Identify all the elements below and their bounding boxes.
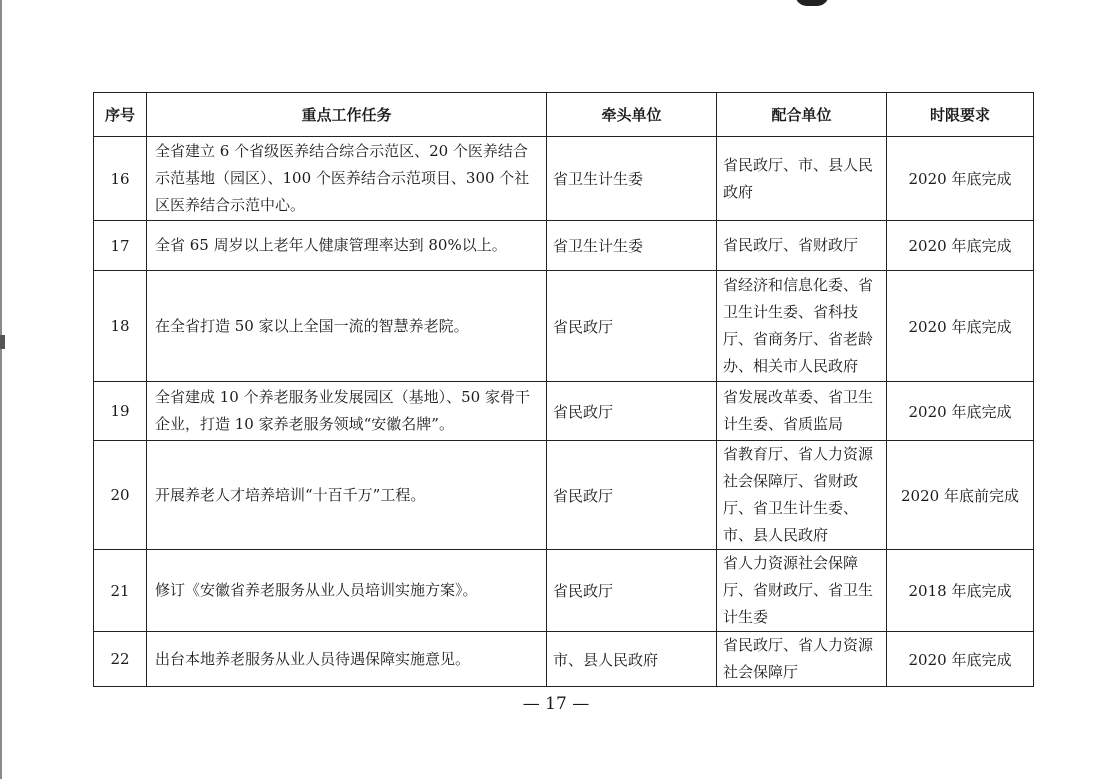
header-time: 时限要求 <box>887 93 1034 137</box>
row-time: 2020 年底完成 <box>887 221 1034 271</box>
row-time: 2020 年底完成 <box>887 382 1034 441</box>
table-row <box>94 271 1034 382</box>
table-row <box>94 382 1034 441</box>
scan-mark <box>795 0 829 6</box>
row-time: 2020 年底前完成 <box>887 441 1034 550</box>
table-row <box>94 441 1034 550</box>
row-coop: 省教育厅、省人力资源社会保障厅、省财政厅、省卫生计生委、市、县人民政府 <box>717 441 887 550</box>
header-no: 序号 <box>94 93 147 137</box>
header-coop: 配合单位 <box>717 93 887 137</box>
row-lead: 市、县人民政府 <box>547 632 717 687</box>
row-coop: 省民政厅、省财政厅 <box>717 221 887 271</box>
row-no: 21 <box>94 550 147 632</box>
row-task: 全省建成 10 个养老服务业发展园区（基地）、50 家骨干企业，打造 10 家养老服务领域“安徽名牌”。 <box>147 382 547 441</box>
row-no: 17 <box>94 221 147 271</box>
row-no: 16 <box>94 137 147 221</box>
row-coop: 省人力资源社会保障厅、省财政厅、省卫生计生委 <box>717 550 887 632</box>
binding-mark <box>0 335 5 349</box>
row-coop: 省发展改革委、省卫生计生委、省质监局 <box>717 382 887 441</box>
row-lead: 省卫生计生委 <box>547 221 717 271</box>
row-time: 2018 年底完成 <box>887 550 1034 632</box>
row-coop: 省经济和信息化委、省卫生计生委、省科技厅、省商务厅、省老龄办、相关市人民政府 <box>717 271 887 382</box>
table-row <box>94 137 1034 221</box>
row-no: 19 <box>94 382 147 441</box>
row-time: 2020 年底完成 <box>887 632 1034 687</box>
row-task: 开展养老人才培养培训“十百千万”工程。 <box>147 441 547 550</box>
row-coop: 省民政厅、市、县人民政府 <box>717 137 887 221</box>
row-task: 全省建立 6 个省级医养结合综合示范区、20 个医养结合示范基地（园区）、100 个医养结合示范项目、300 个社区医养结合示范中心。 <box>147 137 547 221</box>
row-lead: 省民政厅 <box>547 271 717 382</box>
page-edge <box>0 0 2 779</box>
header-task: 重点工作任务 <box>147 93 547 137</box>
page-number: — 17 — <box>522 694 590 714</box>
row-task: 在全省打造 50 家以上全国一流的智慧养老院。 <box>147 271 547 382</box>
table-row <box>94 550 1034 632</box>
table-header-row <box>94 93 1034 137</box>
row-coop: 省民政厅、省人力资源社会保障厅 <box>717 632 887 687</box>
row-lead: 省民政厅 <box>547 550 717 632</box>
row-lead: 省卫生计生委 <box>547 137 717 221</box>
table-row <box>94 221 1034 271</box>
row-no: 22 <box>94 632 147 687</box>
row-task: 出台本地养老服务从业人员待遇保障实施意见。 <box>147 632 547 687</box>
row-lead: 省民政厅 <box>547 441 717 550</box>
row-task: 修订《安徽省养老服务从业人员培训实施方案》。 <box>147 550 547 632</box>
row-time: 2020 年底完成 <box>887 271 1034 382</box>
row-no: 18 <box>94 271 147 382</box>
table-row <box>94 632 1034 687</box>
row-task: 全省 65 周岁以上老年人健康管理率达到 80%以上。 <box>147 221 547 271</box>
tasks-table <box>93 92 1034 687</box>
header-lead: 牵头单位 <box>547 93 717 137</box>
row-time: 2020 年底完成 <box>887 137 1034 221</box>
row-no: 20 <box>94 441 147 550</box>
row-lead: 省民政厅 <box>547 382 717 441</box>
